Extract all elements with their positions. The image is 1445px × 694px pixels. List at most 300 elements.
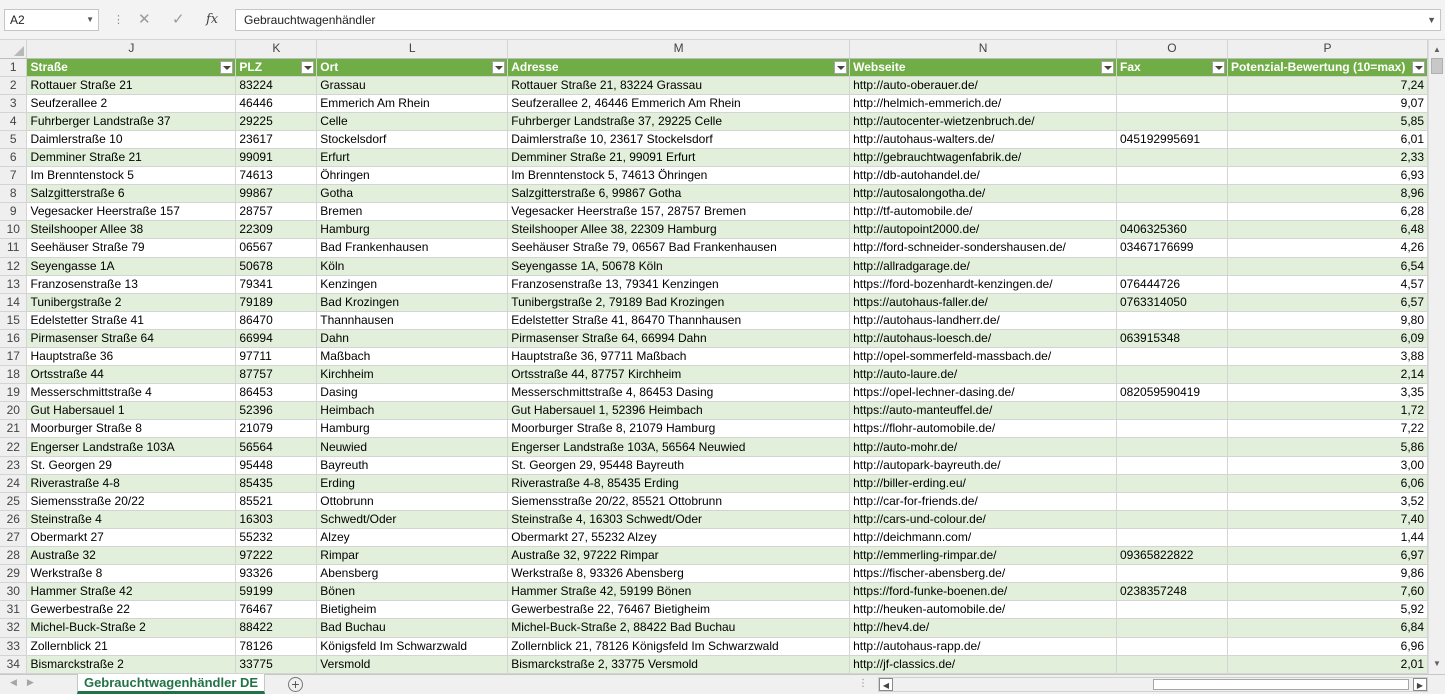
cell-webseite[interactable]: http://autohaus-walters.de/ <box>850 130 1117 148</box>
cell-bewertung[interactable]: 2,01 <box>1227 655 1427 673</box>
cell-strasse[interactable]: Obermarkt 27 <box>27 528 236 546</box>
row-header[interactable]: 9 <box>0 203 27 221</box>
chevron-down-icon[interactable]: ▼ <box>1427 15 1436 25</box>
filter-dropdown-button[interactable] <box>301 61 314 74</box>
row-header[interactable]: 24 <box>0 474 27 492</box>
header-cell-fax[interactable] <box>1117 58 1228 76</box>
cell-bewertung[interactable]: 6,54 <box>1227 257 1427 275</box>
cell-plz[interactable]: 56564 <box>236 438 317 456</box>
cell-adresse[interactable]: Hammer Straße 42, 59199 Bönen <box>508 583 850 601</box>
cell-ort[interactable]: Versmold <box>317 655 508 673</box>
cell-ort[interactable]: Rimpar <box>317 547 508 565</box>
cell-bewertung[interactable]: 9,86 <box>1227 565 1427 583</box>
cell-bewertung[interactable]: 6,96 <box>1227 637 1427 655</box>
cell-fax[interactable]: 076444726 <box>1117 275 1228 293</box>
scroll-left-icon[interactable]: ◀ <box>879 678 893 691</box>
cell-ort[interactable]: Kirchheim <box>317 366 508 384</box>
row-header[interactable]: 30 <box>0 583 27 601</box>
cell-adresse[interactable]: Seehäuser Straße 79, 06567 Bad Frankenhausen <box>508 239 850 257</box>
cell-strasse[interactable]: Seufzerallee 2 <box>27 94 236 112</box>
row-header[interactable]: 13 <box>0 275 27 293</box>
cell-adresse[interactable]: Fuhrberger Landstraße 37, 29225 Celle <box>508 112 850 130</box>
cell-fax[interactable]: 045192995691 <box>1117 130 1228 148</box>
filter-dropdown-button[interactable] <box>492 61 505 74</box>
cell-adresse[interactable]: Hauptstraße 36, 97711 Maßbach <box>508 348 850 366</box>
cell-webseite[interactable]: http://gebrauchtwagenfabrik.de/ <box>850 148 1117 166</box>
cell-ort[interactable]: Hamburg <box>317 420 508 438</box>
filter-dropdown-button[interactable] <box>220 61 233 74</box>
cell-bewertung[interactable]: 4,26 <box>1227 239 1427 257</box>
cell-ort[interactable]: Emmerich Am Rhein <box>317 94 508 112</box>
cell-ort[interactable]: Erding <box>317 474 508 492</box>
cell-plz[interactable]: 74613 <box>236 167 317 185</box>
cell-bewertung[interactable]: 3,52 <box>1227 492 1427 510</box>
cell-webseite[interactable]: https://autohaus-faller.de/ <box>850 293 1117 311</box>
cell-fax[interactable] <box>1117 203 1228 221</box>
cell-ort[interactable]: Bad Frankenhausen <box>317 239 508 257</box>
cell-adresse[interactable]: Demminer Straße 21, 99091 Erfurt <box>508 148 850 166</box>
cell-fax[interactable] <box>1117 402 1228 420</box>
cell-plz[interactable]: 99867 <box>236 185 317 203</box>
row-header[interactable]: 26 <box>0 510 27 528</box>
cell-ort[interactable]: Grassau <box>317 76 508 94</box>
cell-bewertung[interactable]: 7,24 <box>1227 76 1427 94</box>
cell-fax[interactable] <box>1117 112 1228 130</box>
cell-fax[interactable] <box>1117 655 1228 673</box>
cell-ort[interactable]: Schwedt/Oder <box>317 510 508 528</box>
column-header-l[interactable]: L <box>317 40 508 58</box>
cell-plz[interactable]: 16303 <box>236 510 317 528</box>
row-header[interactable]: 6 <box>0 148 27 166</box>
column-header-m[interactable]: M <box>508 40 850 58</box>
scroll-right-icon[interactable]: ▶ <box>1413 678 1427 691</box>
cell-strasse[interactable]: Daimlerstraße 10 <box>27 130 236 148</box>
cell-webseite[interactable]: http://car-for-friends.de/ <box>850 492 1117 510</box>
cell-ort[interactable]: Alzey <box>317 528 508 546</box>
cell-bewertung[interactable]: 8,96 <box>1227 185 1427 203</box>
cell-bewertung[interactable]: 1,72 <box>1227 402 1427 420</box>
cell-plz[interactable]: 29225 <box>236 112 317 130</box>
cell-plz[interactable]: 79341 <box>236 275 317 293</box>
cell-fax[interactable]: 0238357248 <box>1117 583 1228 601</box>
cell-bewertung[interactable]: 3,00 <box>1227 456 1427 474</box>
cell-ort[interactable]: Bayreuth <box>317 456 508 474</box>
cell-strasse[interactable]: Steinstraße 4 <box>27 510 236 528</box>
cell-fax[interactable] <box>1117 420 1228 438</box>
cell-adresse[interactable]: Pirmasenser Straße 64, 66994 Dahn <box>508 329 850 347</box>
header-cell-adresse[interactable] <box>508 58 850 76</box>
cell-plz[interactable]: 52396 <box>236 402 317 420</box>
row-header[interactable]: 10 <box>0 221 27 239</box>
row-header[interactable]: 16 <box>0 329 27 347</box>
cell-webseite[interactable]: http://emmerling-rimpar.de/ <box>850 547 1117 565</box>
chevron-down-icon[interactable]: ▼ <box>86 15 94 24</box>
row-header[interactable]: 32 <box>0 619 27 637</box>
row-header[interactable]: 27 <box>0 528 27 546</box>
cell-fax[interactable] <box>1117 528 1228 546</box>
cell-strasse[interactable]: Franzosenstraße 13 <box>27 275 236 293</box>
cell-bewertung[interactable]: 5,92 <box>1227 601 1427 619</box>
cell-plz[interactable]: 86470 <box>236 311 317 329</box>
cell-plz[interactable]: 76467 <box>236 601 317 619</box>
row-header[interactable]: 3 <box>0 94 27 112</box>
cell-fax[interactable] <box>1117 257 1228 275</box>
cell-strasse[interactable]: Steilshooper Allee 38 <box>27 221 236 239</box>
cell-strasse[interactable]: Im Brenntenstock 5 <box>27 167 236 185</box>
cell-plz[interactable]: 85435 <box>236 474 317 492</box>
cell-adresse[interactable]: Obermarkt 27, 55232 Alzey <box>508 528 850 546</box>
cell-strasse[interactable]: Seehäuser Straße 79 <box>27 239 236 257</box>
cell-adresse[interactable]: Tunibergstraße 2, 79189 Bad Krozingen <box>508 293 850 311</box>
cell-adresse[interactable]: Zollernblick 21, 78126 Königsfeld Im Schwarzwald <box>508 637 850 655</box>
cell-fax[interactable] <box>1117 94 1228 112</box>
cell-webseite[interactable]: http://autosalongotha.de/ <box>850 185 1117 203</box>
check-icon[interactable]: ✓ <box>172 11 185 28</box>
cell-plz[interactable]: 33775 <box>236 655 317 673</box>
cell-webseite[interactable]: https://fischer-abensberg.de/ <box>850 565 1117 583</box>
cell-bewertung[interactable]: 3,88 <box>1227 348 1427 366</box>
cell-bewertung[interactable]: 6,93 <box>1227 167 1427 185</box>
cell-webseite[interactable]: http://autohaus-rapp.de/ <box>850 637 1117 655</box>
cell-plz[interactable]: 86453 <box>236 384 317 402</box>
cell-webseite[interactable]: http://auto-laure.de/ <box>850 366 1117 384</box>
cell-fax[interactable]: 0763314050 <box>1117 293 1228 311</box>
cell-plz[interactable]: 21079 <box>236 420 317 438</box>
row-header[interactable]: 5 <box>0 130 27 148</box>
cell-bewertung[interactable]: 1,44 <box>1227 528 1427 546</box>
cell-bewertung[interactable]: 9,07 <box>1227 94 1427 112</box>
vertical-scroll-thumb[interactable] <box>1431 58 1443 74</box>
tab-split-handle[interactable]: ⋮ <box>858 678 868 689</box>
cell-adresse[interactable]: Austraße 32, 97222 Rimpar <box>508 547 850 565</box>
cell-ort[interactable]: Dahn <box>317 329 508 347</box>
cell-fax[interactable]: 082059590419 <box>1117 384 1228 402</box>
row-header[interactable]: 21 <box>0 420 27 438</box>
cell-ort[interactable]: Maßbach <box>317 348 508 366</box>
cell-ort[interactable]: Bremen <box>317 203 508 221</box>
column-header-k[interactable]: K <box>236 40 317 58</box>
cell-fax[interactable] <box>1117 456 1228 474</box>
row-header[interactable]: 7 <box>0 167 27 185</box>
sheet-tab-active[interactable]: Gebrauchtwagenhändler DE <box>77 674 265 694</box>
cell-ort[interactable]: Königsfeld Im Schwarzwald <box>317 637 508 655</box>
cell-plz[interactable]: 85521 <box>236 492 317 510</box>
cell-strasse[interactable]: Hammer Straße 42 <box>27 583 236 601</box>
cell-bewertung[interactable]: 4,57 <box>1227 275 1427 293</box>
header-cell-webseite[interactable] <box>850 58 1117 76</box>
cell-adresse[interactable]: Franzosenstraße 13, 79341 Kenzingen <box>508 275 850 293</box>
row-header[interactable]: 15 <box>0 311 27 329</box>
cell-ort[interactable]: Heimbach <box>317 402 508 420</box>
cell-ort[interactable]: Bad Krozingen <box>317 293 508 311</box>
sheet-nav-arrows-icon[interactable]: ◀▶ <box>10 677 44 687</box>
cell-strasse[interactable]: Michel-Buck-Straße 2 <box>27 619 236 637</box>
cell-webseite[interactable]: http://cars-und-colour.de/ <box>850 510 1117 528</box>
plus-circle-icon[interactable]: + <box>288 677 303 692</box>
cell-bewertung[interactable]: 6,97 <box>1227 547 1427 565</box>
cell-ort[interactable]: Dasing <box>317 384 508 402</box>
cell-strasse[interactable]: Salzgitterstraße 6 <box>27 185 236 203</box>
cell-strasse[interactable]: Rottauer Straße 21 <box>27 76 236 94</box>
cell-adresse[interactable]: Edelstetter Straße 41, 86470 Thannhausen <box>508 311 850 329</box>
cell-bewertung[interactable]: 6,06 <box>1227 474 1427 492</box>
cell-bewertung[interactable]: 6,28 <box>1227 203 1427 221</box>
row-header[interactable]: 14 <box>0 293 27 311</box>
header-cell-strasse[interactable] <box>27 58 236 76</box>
cell-webseite[interactable]: http://autopoint2000.de/ <box>850 221 1117 239</box>
row-header[interactable]: 18 <box>0 366 27 384</box>
cell-strasse[interactable]: Ortsstraße 44 <box>27 366 236 384</box>
cell-webseite[interactable]: http://autohaus-landherr.de/ <box>850 311 1117 329</box>
filter-dropdown-button[interactable] <box>834 61 847 74</box>
row-header[interactable]: 19 <box>0 384 27 402</box>
cell-fax[interactable] <box>1117 510 1228 528</box>
cell-webseite[interactable]: http://autocenter-wietzenbruch.de/ <box>850 112 1117 130</box>
cell-bewertung[interactable]: 5,86 <box>1227 438 1427 456</box>
cell-ort[interactable]: Öhringen <box>317 167 508 185</box>
cell-fax[interactable] <box>1117 167 1228 185</box>
cell-webseite[interactable]: http://biller-erding.eu/ <box>850 474 1117 492</box>
cell-plz[interactable]: 59199 <box>236 583 317 601</box>
horizontal-scroll-thumb[interactable] <box>1153 679 1409 690</box>
cell-plz[interactable]: 87757 <box>236 366 317 384</box>
cell-webseite[interactable]: http://helmich-emmerich.de/ <box>850 94 1117 112</box>
cell-plz[interactable]: 97711 <box>236 348 317 366</box>
cell-fax[interactable] <box>1117 185 1228 203</box>
cell-ort[interactable]: Kenzingen <box>317 275 508 293</box>
cell-adresse[interactable]: Michel-Buck-Straße 2, 88422 Bad Buchau <box>508 619 850 637</box>
cell-webseite[interactable]: http://allradgarage.de/ <box>850 257 1117 275</box>
row-header[interactable]: 20 <box>0 402 27 420</box>
cell-strasse[interactable]: Gut Habersauel 1 <box>27 402 236 420</box>
cell-strasse[interactable]: Werkstraße 8 <box>27 565 236 583</box>
cell-plz[interactable]: 46446 <box>236 94 317 112</box>
cell-fax[interactable]: 03467176699 <box>1117 239 1228 257</box>
cell-ort[interactable]: Bönen <box>317 583 508 601</box>
cell-ort[interactable]: Thannhausen <box>317 311 508 329</box>
column-header-p[interactable]: P <box>1227 40 1427 58</box>
cell-fax[interactable] <box>1117 348 1228 366</box>
header-cell-plz[interactable] <box>236 58 317 76</box>
cell-ort[interactable]: Erfurt <box>317 148 508 166</box>
cell-webseite[interactable]: http://deichmann.com/ <box>850 528 1117 546</box>
cell-ort[interactable]: Hamburg <box>317 221 508 239</box>
cell-plz[interactable]: 79189 <box>236 293 317 311</box>
cell-bewertung[interactable]: 6,57 <box>1227 293 1427 311</box>
cell-strasse[interactable]: Moorburger Straße 8 <box>27 420 236 438</box>
cell-plz[interactable]: 06567 <box>236 239 317 257</box>
row-header[interactable]: 8 <box>0 185 27 203</box>
cell-fax[interactable] <box>1117 311 1228 329</box>
select-all-button[interactable] <box>0 40 27 58</box>
row-header[interactable]: 31 <box>0 601 27 619</box>
cell-ort[interactable]: Köln <box>317 257 508 275</box>
cell-strasse[interactable]: Vegesacker Heerstraße 157 <box>27 203 236 221</box>
cell-webseite[interactable]: https://opel-lechner-dasing.de/ <box>850 384 1117 402</box>
cell-plz[interactable]: 95448 <box>236 456 317 474</box>
cell-webseite[interactable]: https://auto-manteuffel.de/ <box>850 402 1117 420</box>
cell-adresse[interactable]: Steilshooper Allee 38, 22309 Hamburg <box>508 221 850 239</box>
row-header[interactable]: 2 <box>0 76 27 94</box>
cell-fax[interactable] <box>1117 366 1228 384</box>
cell-strasse[interactable]: Gewerbestraße 22 <box>27 601 236 619</box>
row-header[interactable]: 28 <box>0 547 27 565</box>
row-header[interactable]: 29 <box>0 565 27 583</box>
cell-fax[interactable]: 063915348 <box>1117 329 1228 347</box>
cell-strasse[interactable]: Engerser Landstraße 103A <box>27 438 236 456</box>
cell-bewertung[interactable]: 6,09 <box>1227 329 1427 347</box>
cell-webseite[interactable]: http://db-autohandel.de/ <box>850 167 1117 185</box>
horizontal-scrollbar[interactable] <box>878 677 1428 692</box>
cell-strasse[interactable]: St. Georgen 29 <box>27 456 236 474</box>
cell-bewertung[interactable]: 5,85 <box>1227 112 1427 130</box>
row-header[interactable]: 4 <box>0 112 27 130</box>
cell-adresse[interactable]: Engerser Landstraße 103A, 56564 Neuwied <box>508 438 850 456</box>
cell-webseite[interactable]: https://ford-funke-boenen.de/ <box>850 583 1117 601</box>
cell-strasse[interactable]: Zollernblick 21 <box>27 637 236 655</box>
cell-bewertung[interactable]: 2,33 <box>1227 148 1427 166</box>
cell-adresse[interactable]: Salzgitterstraße 6, 99867 Gotha <box>508 185 850 203</box>
cell-webseite[interactable]: http://autopark-bayreuth.de/ <box>850 456 1117 474</box>
row-header[interactable]: 11 <box>0 239 27 257</box>
column-header-j[interactable]: J <box>27 40 236 58</box>
cell-strasse[interactable]: Messerschmittstraße 4 <box>27 384 236 402</box>
cell-adresse[interactable]: Gut Habersauel 1, 52396 Heimbach <box>508 402 850 420</box>
cell-fax[interactable]: 09365822822 <box>1117 547 1228 565</box>
cell-adresse[interactable]: Bismarckstraße 2, 33775 Versmold <box>508 655 850 673</box>
cell-adresse[interactable]: Siemensstraße 20/22, 85521 Ottobrunn <box>508 492 850 510</box>
cell-bewertung[interactable]: 3,35 <box>1227 384 1427 402</box>
cell-adresse[interactable]: Riverastraße 4-8, 85435 Erding <box>508 474 850 492</box>
cell-plz[interactable]: 66994 <box>236 329 317 347</box>
cell-fax[interactable] <box>1117 619 1228 637</box>
cell-bewertung[interactable]: 7,60 <box>1227 583 1427 601</box>
cell-strasse[interactable]: Tunibergstraße 2 <box>27 293 236 311</box>
cell-bewertung[interactable]: 9,80 <box>1227 311 1427 329</box>
cell-plz[interactable]: 93326 <box>236 565 317 583</box>
cell-webseite[interactable]: http://heuken-automobile.de/ <box>850 601 1117 619</box>
name-box[interactable] <box>4 9 99 31</box>
cell-bewertung[interactable]: 7,22 <box>1227 420 1427 438</box>
cell-strasse[interactable]: Pirmasenser Straße 64 <box>27 329 236 347</box>
filter-dropdown-button[interactable] <box>1412 61 1425 74</box>
scroll-down-icon[interactable]: ▼ <box>1433 659 1441 668</box>
row-header[interactable]: 12 <box>0 257 27 275</box>
cell-fax[interactable] <box>1117 474 1228 492</box>
cell-webseite[interactable]: https://flohr-automobile.de/ <box>850 420 1117 438</box>
row-header[interactable]: 17 <box>0 348 27 366</box>
row-header[interactable]: 22 <box>0 438 27 456</box>
cell-fax[interactable] <box>1117 438 1228 456</box>
spreadsheet-grid[interactable] <box>0 40 1428 674</box>
cell-adresse[interactable]: Im Brenntenstock 5, 74613 Öhringen <box>508 167 850 185</box>
cell-webseite[interactable]: http://hev4.de/ <box>850 619 1117 637</box>
row-header[interactable]: 1 <box>0 58 27 76</box>
cell-plz[interactable]: 55232 <box>236 528 317 546</box>
cell-plz[interactable]: 97222 <box>236 547 317 565</box>
row-header[interactable]: 33 <box>0 637 27 655</box>
column-header-n[interactable]: N <box>850 40 1117 58</box>
scroll-up-icon[interactable]: ▲ <box>1433 45 1441 54</box>
cell-ort[interactable]: Neuwied <box>317 438 508 456</box>
cell-ort[interactable]: Celle <box>317 112 508 130</box>
cell-plz[interactable]: 23617 <box>236 130 317 148</box>
cell-adresse[interactable]: St. Georgen 29, 95448 Bayreuth <box>508 456 850 474</box>
cell-plz[interactable]: 50678 <box>236 257 317 275</box>
vertical-scrollbar[interactable] <box>1428 40 1445 674</box>
row-header[interactable]: 23 <box>0 456 27 474</box>
cell-ort[interactable]: Abensberg <box>317 565 508 583</box>
cell-webseite[interactable]: https://ford-bozenhardt-kenzingen.de/ <box>850 275 1117 293</box>
cell-strasse[interactable]: Demminer Straße 21 <box>27 148 236 166</box>
cell-fax[interactable] <box>1117 148 1228 166</box>
cell-strasse[interactable]: Bismarckstraße 2 <box>27 655 236 673</box>
cell-bewertung[interactable]: 7,40 <box>1227 510 1427 528</box>
cell-bewertung[interactable]: 6,48 <box>1227 221 1427 239</box>
cell-strasse[interactable]: Austraße 32 <box>27 547 236 565</box>
header-cell-ort[interactable] <box>317 58 508 76</box>
cell-bewertung[interactable]: 6,01 <box>1227 130 1427 148</box>
cell-webseite[interactable]: http://ford-schneider-sondershausen.de/ <box>850 239 1117 257</box>
cell-adresse[interactable]: Gewerbestraße 22, 76467 Bietigheim <box>508 601 850 619</box>
cell-plz[interactable]: 78126 <box>236 637 317 655</box>
cell-adresse[interactable]: Moorburger Straße 8, 21079 Hamburg <box>508 420 850 438</box>
column-header-o[interactable]: O <box>1117 40 1228 58</box>
cell-bewertung[interactable]: 2,14 <box>1227 366 1427 384</box>
cell-webseite[interactable]: http://auto-oberauer.de/ <box>850 76 1117 94</box>
cell-strasse[interactable]: Siemensstraße 20/22 <box>27 492 236 510</box>
cell-fax[interactable] <box>1117 76 1228 94</box>
cell-strasse[interactable]: Seyengasse 1A <box>27 257 236 275</box>
cell-strasse[interactable]: Riverastraße 4-8 <box>27 474 236 492</box>
row-header[interactable]: 34 <box>0 655 27 673</box>
cell-plz[interactable]: 88422 <box>236 619 317 637</box>
cell-adresse[interactable]: Steinstraße 4, 16303 Schwedt/Oder <box>508 510 850 528</box>
cell-strasse[interactable]: Hauptstraße 36 <box>27 348 236 366</box>
cell-bewertung[interactable]: 6,84 <box>1227 619 1427 637</box>
cell-adresse[interactable]: Rottauer Straße 21, 83224 Grassau <box>508 76 850 94</box>
cell-adresse[interactable]: Messerschmittstraße 4, 86453 Dasing <box>508 384 850 402</box>
cell-fax[interactable]: 0406325360 <box>1117 221 1228 239</box>
cell-strasse[interactable]: Fuhrberger Landstraße 37 <box>27 112 236 130</box>
close-icon[interactable]: ✕ <box>138 11 151 28</box>
cell-adresse[interactable]: Vegesacker Heerstraße 157, 28757 Bremen <box>508 203 850 221</box>
cell-webseite[interactable]: http://autohaus-loesch.de/ <box>850 329 1117 347</box>
cell-adresse[interactable]: Ortsstraße 44, 87757 Kirchheim <box>508 366 850 384</box>
cell-adresse[interactable]: Werkstraße 8, 93326 Abensberg <box>508 565 850 583</box>
formula-input[interactable] <box>235 9 1441 31</box>
cell-plz[interactable]: 28757 <box>236 203 317 221</box>
cell-webseite[interactable]: http://opel-sommerfeld-massbach.de/ <box>850 348 1117 366</box>
cell-adresse[interactable]: Seyengasse 1A, 50678 Köln <box>508 257 850 275</box>
cell-ort[interactable]: Bad Buchau <box>317 619 508 637</box>
cell-strasse[interactable]: Edelstetter Straße 41 <box>27 311 236 329</box>
cell-webseite[interactable]: http://auto-mohr.de/ <box>850 438 1117 456</box>
row-header[interactable]: 25 <box>0 492 27 510</box>
filter-dropdown-button[interactable] <box>1212 61 1225 74</box>
cell-plz[interactable]: 99091 <box>236 148 317 166</box>
filter-dropdown-button[interactable] <box>1101 61 1114 74</box>
cell-adresse[interactable]: Daimlerstraße 10, 23617 Stockelsdorf <box>508 130 850 148</box>
cell-ort[interactable]: Gotha <box>317 185 508 203</box>
cell-fax[interactable] <box>1117 565 1228 583</box>
cell-fax[interactable] <box>1117 637 1228 655</box>
cell-fax[interactable] <box>1117 492 1228 510</box>
cell-fax[interactable] <box>1117 601 1228 619</box>
cell-plz[interactable]: 22309 <box>236 221 317 239</box>
cell-webseite[interactable]: http://jf-classics.de/ <box>850 655 1117 673</box>
insert-function-button[interactable]: fx <box>206 12 219 27</box>
